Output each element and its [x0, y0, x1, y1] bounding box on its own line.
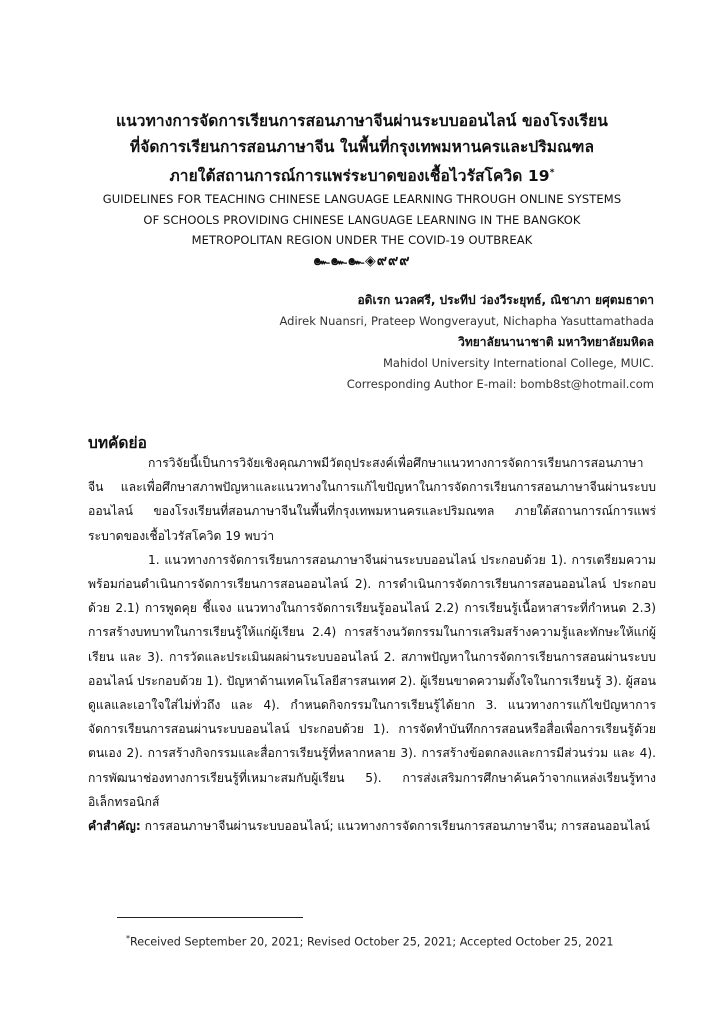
abstract-heading: บทคัดย่อ [88, 434, 147, 452]
keywords-text: การสอนภาษาจีนผ่านระบบออนไลน์; แนวทางการจัดการเรียนการสอนภาษาจีน; การสอนออนไลน์ [144, 819, 650, 834]
author-names-thai: อดิเรก นวลศรี, ประทีป ว่องวีระยุทธ์, ณิชาภา ยศุตมธาดา [357, 293, 654, 307]
thai-title-line-3-text: ภายใต้สถานการณ์การแพร่ระบาดของเชื้อไวรัสโควิด 19 [169, 167, 550, 186]
english-title-line-1: GUIDELINES FOR TEACHING CHINESE LANGUAGE LEARNING THROUGH ONLINE SYSTEMS [102, 192, 622, 207]
footnote [126, 934, 614, 949]
english-title-line-2: OF SCHOOLS PROVIDING CHINESE LANGUAGE LEARNING IN THE BANGKOK [143, 212, 581, 227]
thai-title-line-1: แนวทางการจัดการเรียนการสอนภาษาจีนผ่านระบบออนไลน์ ของโรงเรียน [116, 112, 608, 130]
affiliation-english: Mahidol University International College, MUIC. [383, 356, 654, 370]
title-block [60, 108, 664, 271]
affiliation-thai: วิทยาลัยนานาชาติ มหาวิทยาลัยมหิดล [458, 335, 654, 349]
footnote-marker: * [126, 934, 130, 943]
abstract-paragraph-1: การวิจัยนี้เป็นการวิจัยเชิงคุณภาพมีวัตถุประสงค์เพื่อศึกษาแนวทางการจัดการเรียนการสอนภาษาจีน และเพื่อศึกษาสภาพปัญหาและแนวทางในการแก้ไขปัญหาในการจัดการเรียนการสอนภาษาจีนผ่านระบบออนไลน์ ของโรงเรียนที่สอนภาษาจีนในพื้นที่กรุงเทพมหานครและปริมณฑล ภายใต้สถานการณ์การแพร่ระบาดของเชื้อไวรัสโควิด 19 พบว่า [88, 456, 656, 543]
keywords-label: คำสำคัญ: [88, 819, 141, 834]
authors-block [279, 290, 654, 395]
abstract-body [88, 451, 656, 838]
title-ornament: ๛๛๛◈๙๙๙ [313, 252, 411, 269]
corresponding-author-email[interactable]: Corresponding Author E-mail: bomb8st@hotmail.com [346, 377, 654, 391]
thai-title-line-2: ที่จัดการเรียนการสอนภาษาจีน ในพื้นที่กรุงเทพมหานครและปริมณฑล [129, 138, 595, 156]
abstract-paragraph-2: 1. แนวทางการจัดการเรียนการสอนภาษาจีนผ่านระบบออนไลน์ ประกอบด้วย 1). การเตรียมความพร้อมก่อนดำเนินการจัดการเรียนการสอนออนไลน์ 2). การดำเนินการจัดการเรียนการสอนออนไลน์ ประกอบด้วย 2.1) การพูดคุย ชี้แจง แนวทางในการจัดการเรียนรู้ออนไลน์ 2.2) การเรียนรู้เนื้อหาสาระที่กำหนด 2.3) การสร้างบทบาทในการเรียนรู้ให้แก่ผู้เรียน 2.4) การสร้างนวัตกรรมในการเสริมสร้างความรู้และทักษะให้แก่ผู้เรียน และ 3). การวัดและประเมินผลผ่านระบบออนไลน์ 2. สภาพปัญหาในการจัดการเรียนการสอนผ่านระบบออนไลน์ ประกอบด้วย 1). ปัญหาด้านเทคโนโลยีสารสนเทศ 2). ผู้เรียนขาดความตั้งใจในการเรียนรู้ 3). ผู้สอนดูแลและเอาใจใส่ไม่ทั่วถึง และ 4). กำหนดกิจกรรมในการเรียนรู้ได้ยาก 3. แนวทางการแก้ไขปัญหาการจัดการเรียนการสอนผ่านระบบออนไลน์ ประกอบด้วย 1). การจัดทำบันทึกการสอนหรือสื่อเพื่อการเรียนรู้ด้วยตนเอง 2). การสร้างกิจกรรมและสื่อการเรียนรู้ที่หลากหลาย 3). การสร้างข้อตกลงและการมีส่วนร่วม และ 4). การพัฒนาช่องทางการเรียนรู้ที่เหมาะสมกับผู้เรียน 5). การส่งเสริมการศึกษาค้นคว้าจากแหล่งเรียนรู้ทางอิเล็กทรอนิกส์ [88, 552, 656, 809]
author-names-english: Adirek Nuansri, Prateep Wongverayut, Nichapha Yasuttamathada [279, 314, 654, 328]
thai-title-line-3 [60, 160, 664, 189]
footnote-text: Received September 20, 2021; Revised October 25, 2021; Accepted October 25, 2021 [130, 935, 614, 949]
footnote-divider [117, 917, 303, 918]
title-footnote-marker: * [549, 168, 555, 178]
english-title-line-3: METROPOLITAN REGION UNDER THE COVID-19 OUTBREAK [191, 233, 533, 248]
keywords-line [88, 814, 656, 838]
